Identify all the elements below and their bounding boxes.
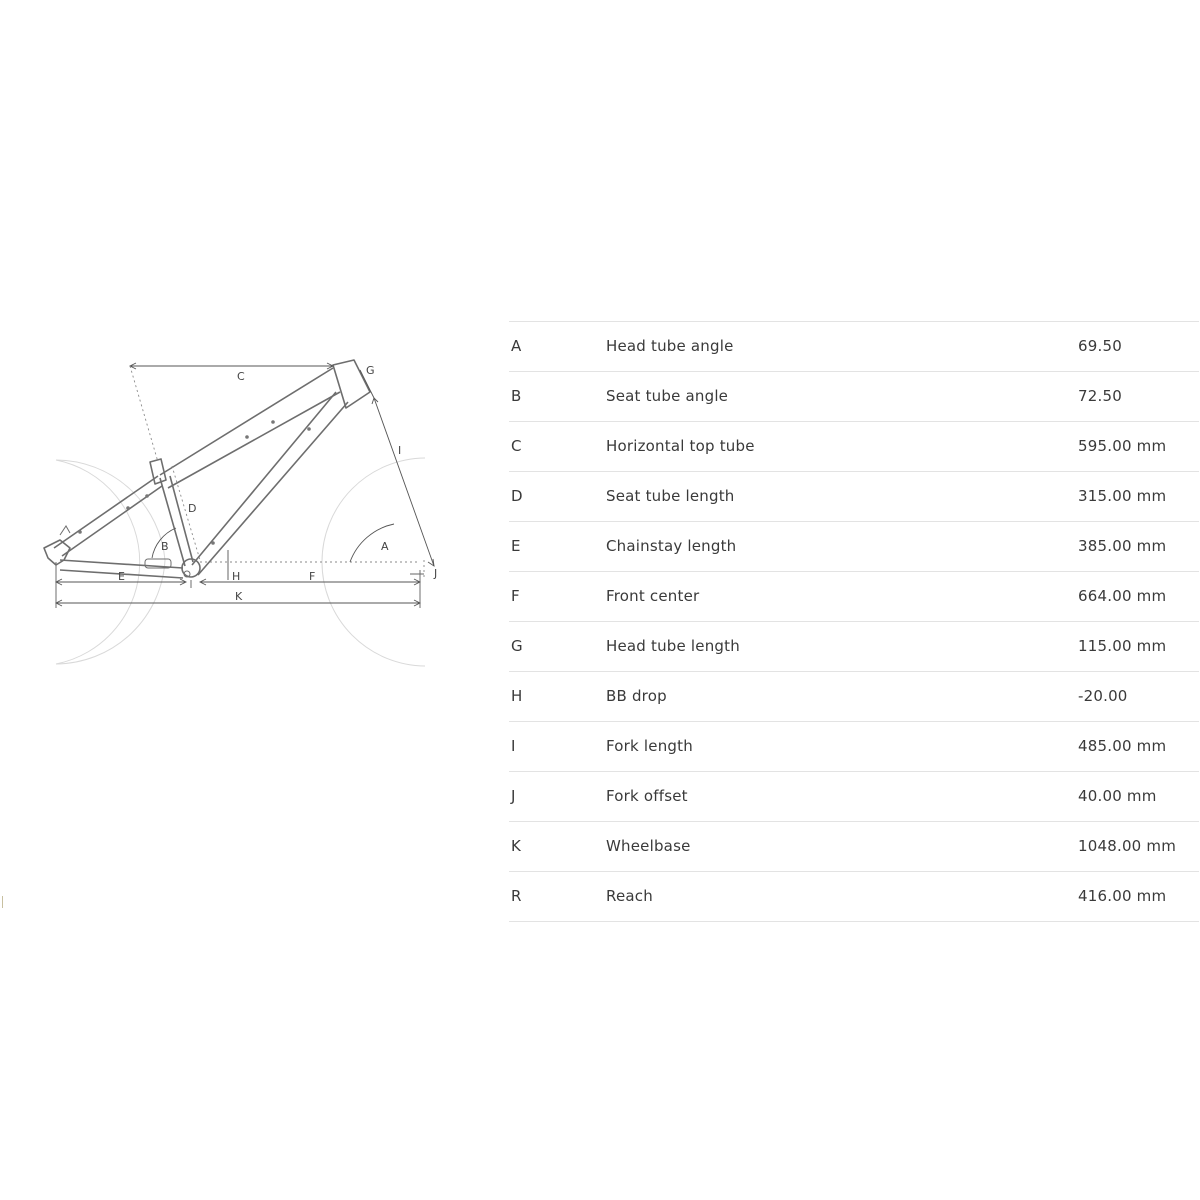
geometry-row xyxy=(509,322,1199,372)
label-b: B xyxy=(161,540,169,553)
bike-frame-diagram xyxy=(0,0,480,1200)
front-wheel xyxy=(322,458,425,666)
geometry-label: Head tube length xyxy=(606,637,740,655)
down-tube xyxy=(192,392,348,575)
geometry-code: E xyxy=(511,537,521,555)
label-j: J xyxy=(434,567,438,580)
head-tube xyxy=(333,360,370,408)
geometry-code: G xyxy=(511,637,523,655)
bottom-bracket xyxy=(182,559,200,577)
geometry-value: -20.00 xyxy=(1078,687,1128,705)
label-i: I xyxy=(398,444,402,457)
geometry-label: Front center xyxy=(606,587,700,605)
label-g: G xyxy=(366,364,375,377)
geometry-code: H xyxy=(511,687,523,705)
seat-stay xyxy=(54,476,162,556)
geometry-label: Seat tube angle xyxy=(606,387,729,405)
geometry-code: B xyxy=(511,387,522,405)
geometry-code: K xyxy=(511,837,522,855)
geometry-table xyxy=(509,321,1199,922)
geometry-row xyxy=(509,622,1199,672)
edge-mark xyxy=(2,896,3,908)
label-k: K xyxy=(235,590,243,603)
geometry-code: C xyxy=(511,437,522,455)
geometry-label: Fork offset xyxy=(606,787,688,805)
geometry-value: 416.00 mm xyxy=(1078,887,1167,905)
label-d: D xyxy=(188,502,197,515)
geometry-value: 1048.00 mm xyxy=(1078,837,1177,855)
rear-wheel-arc xyxy=(56,460,165,664)
geometry-row xyxy=(509,372,1199,422)
geometry-code: D xyxy=(511,487,523,505)
geometry-row xyxy=(509,472,1199,522)
geometry-label: Reach xyxy=(606,887,653,905)
geometry-label: Seat tube length xyxy=(606,487,735,505)
geometry-row xyxy=(509,522,1199,572)
frame xyxy=(44,360,370,578)
geometry-row xyxy=(509,722,1199,772)
geometry-value: 595.00 mm xyxy=(1078,437,1167,455)
geometry-row xyxy=(509,572,1199,622)
geometry-row xyxy=(509,822,1199,872)
geometry-value: 72.50 xyxy=(1078,387,1122,405)
label-e: E xyxy=(118,570,125,583)
geometry-label: Head tube angle xyxy=(606,337,734,355)
geometry-label: Fork length xyxy=(606,737,693,755)
geometry-value: 485.00 mm xyxy=(1078,737,1167,755)
geometry-value: 115.00 mm xyxy=(1078,637,1167,655)
top-tube xyxy=(160,368,340,488)
geometry-value: 69.50 xyxy=(1078,337,1122,355)
geometry-value: 385.00 mm xyxy=(1078,537,1167,555)
label-c: C xyxy=(237,370,245,383)
geometry-code: I xyxy=(511,737,516,755)
label-a: A xyxy=(381,540,389,553)
label-f: F xyxy=(309,570,316,583)
geometry-value: 315.00 mm xyxy=(1078,487,1167,505)
geometry-value: 40.00 mm xyxy=(1078,787,1157,805)
label-h: H xyxy=(232,570,241,583)
dimension-lines xyxy=(56,363,434,608)
geometry-value: 664.00 mm xyxy=(1078,587,1167,605)
geometry-label: Chainstay length xyxy=(606,537,737,555)
geometry-label: BB drop xyxy=(606,687,667,705)
geometry-code: F xyxy=(511,587,520,605)
geometry-row xyxy=(509,872,1199,922)
geometry-row xyxy=(509,422,1199,472)
geometry-row xyxy=(509,672,1199,722)
geometry-row xyxy=(509,772,1199,822)
geometry-code: J xyxy=(511,787,516,805)
geometry-code: R xyxy=(511,887,522,905)
geometry-code: A xyxy=(511,337,522,355)
geometry-label: Horizontal top tube xyxy=(606,437,755,455)
geometry-label: Wheelbase xyxy=(606,837,691,855)
